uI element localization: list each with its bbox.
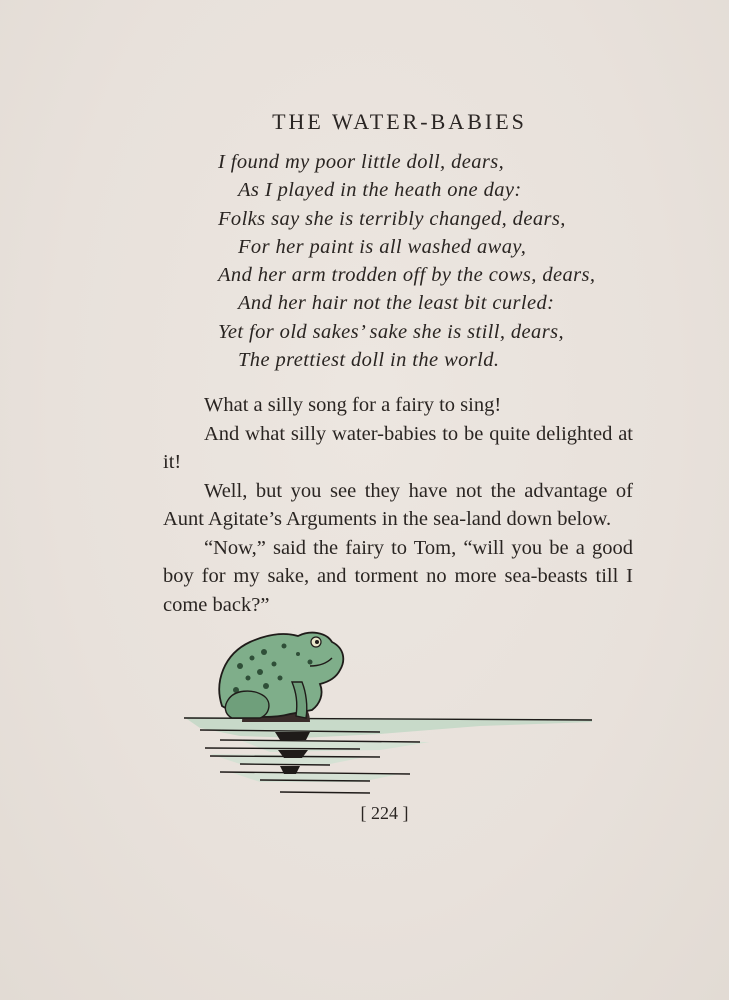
poem-line: And her arm trodden off by the cows, dears,: [218, 264, 596, 287]
prose-text: [163, 391, 633, 619]
paragraph: And what silly water-babies to be quite delighted at it!: [163, 422, 633, 473]
rock-reflection: [275, 732, 310, 774]
poem-line: For her paint is all washed away,: [238, 235, 527, 258]
water-ripples: [210, 740, 430, 782]
running-title: THE WATER-BABIES: [272, 109, 527, 134]
frog-hind-leg: [225, 691, 269, 718]
paragraph: Well, but you see they have not the advantage of Aunt Agitate’s Arguments in the sea-land down below.: [163, 479, 633, 530]
paragraph: “Now,” said the fairy to Tom, “will you be a good boy for my sake, and torment no more sea-beasts till I come back?”: [163, 536, 633, 616]
frog-illustration: [180, 622, 600, 802]
poem-line: Yet for old sakes’ sake she is still, dears,: [218, 320, 564, 343]
paragraph: What a silly song for a fairy to sing!: [204, 394, 502, 416]
poem-line: Folks say she is terribly changed, dears,: [218, 207, 566, 230]
poem-line: As I played in the heath one day:: [238, 179, 522, 202]
poem-line: I found my poor little doll, dears,: [218, 151, 505, 173]
frog: [219, 633, 343, 718]
page-number: [ 224 ]: [360, 803, 409, 823]
poem: [218, 148, 618, 374]
poem-line: The prettiest doll in the world.: [238, 349, 500, 372]
poem-line: And her hair not the least bit curled:: [238, 292, 555, 315]
